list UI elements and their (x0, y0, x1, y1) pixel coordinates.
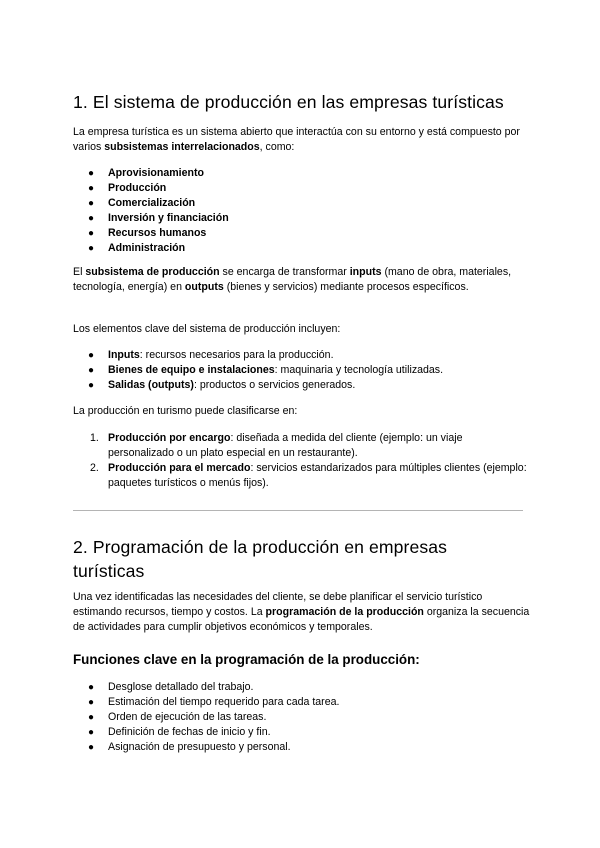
bullet-icon: ● (88, 183, 95, 194)
functions-subheading: Funciones clave en la programación de la producción: (73, 652, 420, 667)
bullet-icon: ● (88, 168, 95, 179)
bullet-icon: ● (88, 350, 95, 361)
bullet-icon: ● (88, 243, 95, 254)
list-item: ● Inversión y financiación (88, 212, 229, 224)
bullet-icon: ● (88, 712, 95, 723)
section-divider (73, 510, 523, 511)
list-item: 1. Producción por encargo: diseñada a medida del cliente (ejemplo: un viaje personalizado o un plato especial en un restaurante). (90, 432, 463, 459)
list-item: 2. Producción para el mercado: servicios estandarizados para múltiples clientes (ejemplo: paquetes turísticos o menús fijos). (90, 462, 527, 489)
bullet-icon: ● (88, 697, 95, 708)
production-subsystem-paragraph: El subsistema de producción se encarga de transformar inputs (mano de obra, materiales, tecnología, energía) en outputs (bienes y servicios) mediante procesos específicos. (73, 266, 512, 293)
section-1-heading: 1. El sistema de producción en las empresas turísticas (73, 92, 504, 112)
functions-list (73, 680, 531, 755)
bullet-icon: ● (88, 380, 95, 391)
bullet-icon: ● (88, 228, 95, 239)
list-item: ● Recursos humanos (88, 227, 207, 239)
bullet-icon: ● (88, 198, 95, 209)
bullet-icon: ● (88, 727, 95, 738)
intro-text: La empresa turística es un sistema abierto que interactúa con su entorno y está compuesto por varios (73, 126, 520, 153)
bullet-icon: ● (88, 365, 95, 376)
list-item: ● Inputs: recursos necesarios para la producción. (88, 349, 334, 361)
subsystems-list (73, 166, 531, 256)
section-1-intro (73, 125, 531, 155)
list-item: ● Comercialización (88, 197, 196, 209)
intro-text-end: , como: (259, 141, 295, 153)
bullet-icon: ● (88, 742, 95, 753)
list-item: ● Administración (88, 242, 186, 254)
list-item: ● Salidas (outputs): productos o servicios generados. (88, 379, 356, 391)
section-2-heading: 2. Programación de la producción en empresas turísticas (73, 537, 448, 581)
classification-intro: La producción en turismo puede clasificarse en: (73, 405, 298, 417)
section-2-intro: Una vez identificadas las necesidades del cliente, se debe planificar el servicio turístico estimando recursos, tiempo y costos. La programación de la producción organiza la secuencia de actividades para cumplir objetivos económicos y temporales. (73, 591, 530, 633)
key-elements-list (73, 348, 531, 393)
bullet-icon: ● (88, 682, 95, 693)
list-item: ● Aprovisionamiento (88, 167, 204, 179)
list-item: ● Bienes de equipo e instalaciones: maquinaria y tecnología utilizadas. (88, 364, 444, 376)
list-item: ● Producción (88, 182, 167, 194)
production-types-list (73, 431, 531, 491)
list-item: ● Definición de fechas de inicio y fin. (88, 726, 271, 738)
bullet-icon: ● (88, 213, 95, 224)
list-item: ● Orden de ejecución de las tareas. (88, 711, 267, 723)
list-item: ● Desglose detallado del trabajo. (88, 681, 254, 693)
intro-bold: subsistemas interrelacionados (104, 141, 260, 153)
list-item: ● Estimación del tiempo requerido para cada tarea. (88, 696, 340, 708)
key-elements-intro: Los elementos clave del sistema de producción incluyen: (73, 323, 341, 335)
list-item: ● Asignación de presupuesto y personal. (88, 741, 291, 753)
